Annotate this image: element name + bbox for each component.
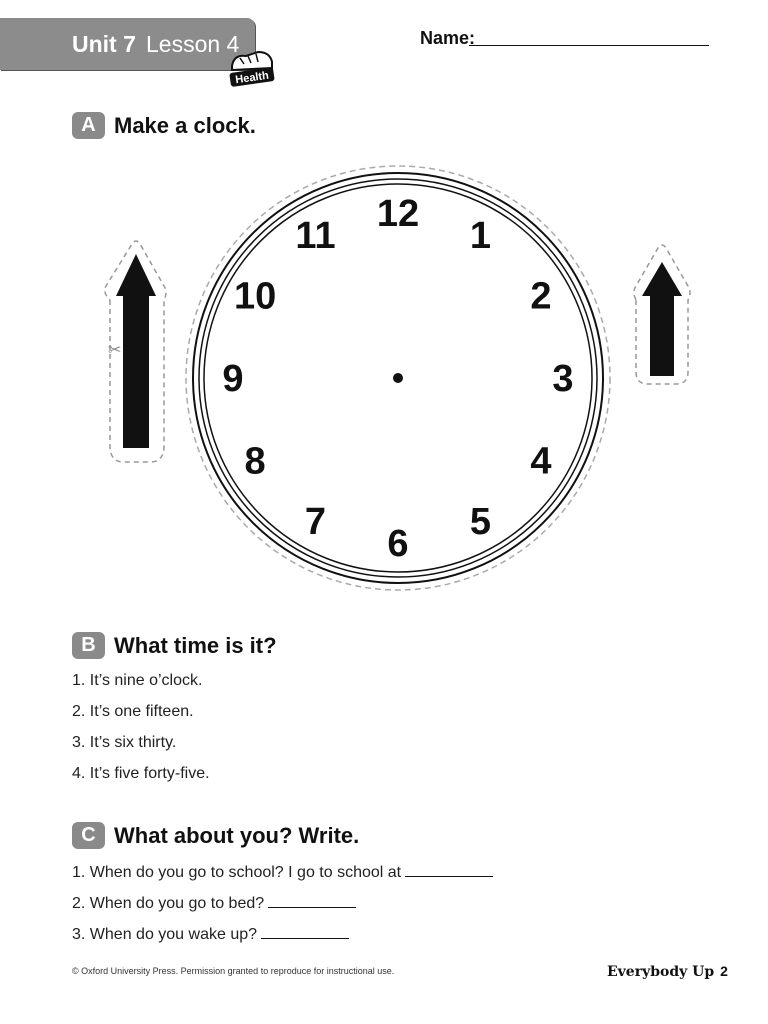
section-b-badge: B xyxy=(72,632,105,659)
clock-number: 11 xyxy=(295,215,336,258)
section-b-title xyxy=(72,632,277,659)
item-text: When do you go to bed? xyxy=(89,895,265,912)
section-b-title-text: What time is it? xyxy=(114,632,277,658)
clock-number: 8 xyxy=(244,440,266,483)
section-c-title xyxy=(72,822,359,849)
section-a-badge: A xyxy=(72,112,105,139)
name-write-line[interactable] xyxy=(469,45,709,46)
list-item xyxy=(72,862,493,882)
clock-number: 5 xyxy=(469,500,492,543)
clock-number: 1 xyxy=(469,215,492,258)
clock-number: 9 xyxy=(222,358,244,400)
clock-number: 2 xyxy=(530,275,552,318)
health-badge-text: Health xyxy=(234,69,270,87)
item-number: 1. xyxy=(72,864,86,881)
answer-blank[interactable] xyxy=(268,893,356,908)
item-text: When do you go to school? I go to school at xyxy=(89,864,402,881)
clock-cutout xyxy=(80,160,700,600)
section-a-title-text: Make a clock. xyxy=(114,112,256,138)
answer-blank[interactable] xyxy=(261,924,349,939)
minute-hand-cutout xyxy=(634,245,690,384)
item-number: 1. xyxy=(72,672,86,689)
list-item xyxy=(72,893,356,913)
copyright-notice: © Oxford University Press. Permission granted to reproduce for instructional use. xyxy=(72,966,395,976)
section-c-title-text: What about you? Write. xyxy=(114,822,360,848)
list-item xyxy=(72,703,194,721)
clock-number: 7 xyxy=(304,500,327,543)
health-shoe-icon xyxy=(226,44,276,88)
item-number: 3. xyxy=(72,734,86,751)
answer-blank[interactable] xyxy=(405,862,493,877)
clock-number: 10 xyxy=(233,275,277,318)
book-footer xyxy=(607,963,728,980)
unit-label: Unit 7 xyxy=(72,31,136,57)
clock-number: 12 xyxy=(376,193,420,235)
list-item xyxy=(72,765,210,783)
book-title: Everybody Up xyxy=(607,964,715,980)
item-number: 3. xyxy=(72,926,86,943)
clock-number: 6 xyxy=(387,523,409,565)
clock-number: 3 xyxy=(552,358,574,400)
hour-hand-cutout xyxy=(105,241,166,462)
clock-center-dot xyxy=(393,373,403,383)
list-item xyxy=(72,734,176,752)
scissors-icon: ✂ xyxy=(108,340,122,359)
item-number: 4. xyxy=(72,765,86,782)
clock-number: 4 xyxy=(530,440,552,483)
item-text: It’s five forty-five. xyxy=(89,765,210,782)
name-label: Name: xyxy=(420,28,476,48)
list-item xyxy=(72,672,202,690)
section-a-title xyxy=(72,112,256,139)
unit-header-tab xyxy=(0,18,255,70)
lesson-label: Lesson 4 xyxy=(146,31,240,57)
item-number: 2. xyxy=(72,703,86,720)
item-text: It’s nine o’clock. xyxy=(89,672,203,689)
item-text: When do you wake up? xyxy=(89,926,258,943)
page-number: 2 xyxy=(720,963,728,979)
item-number: 2. xyxy=(72,895,86,912)
item-text: It’s six thirty. xyxy=(89,734,177,751)
section-c-badge: C xyxy=(72,822,105,849)
list-item xyxy=(72,924,349,944)
item-text: It’s one fifteen. xyxy=(89,703,194,720)
